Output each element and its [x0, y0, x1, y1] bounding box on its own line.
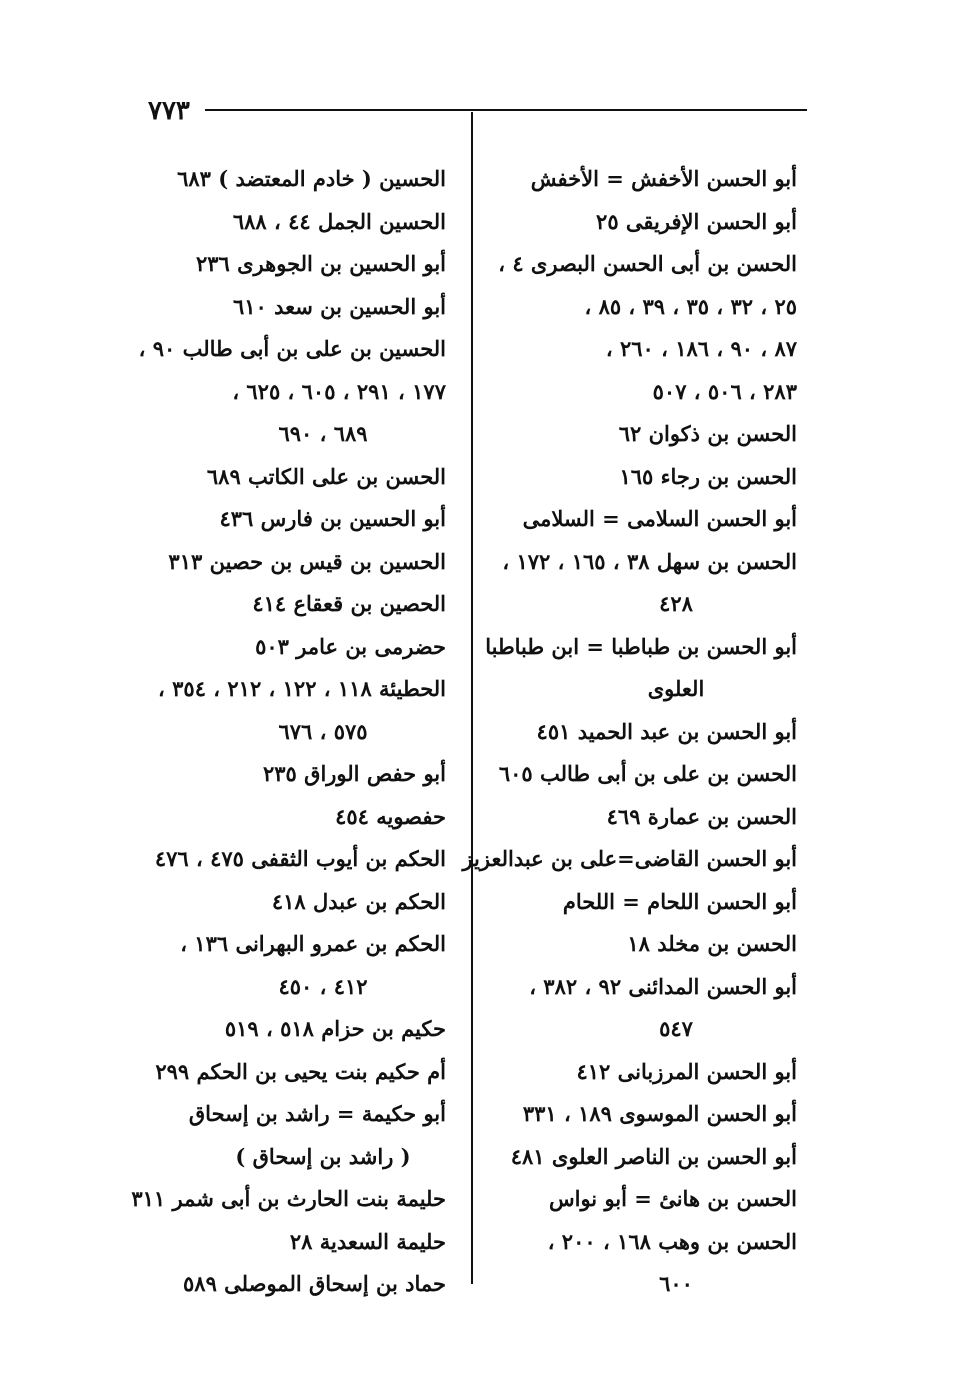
index-entry: الحسين بن على بن أبى طالب ٩٠ ،	[138, 336, 446, 361]
index-entry: الحسن بن عمارة ٤٦٩	[606, 803, 797, 829]
index-entry: الحسن بن أبى الحسن البصرى ٤ ،	[498, 251, 797, 276]
index-entry: الحصين بن قعقاع ٤١٤	[252, 591, 446, 616]
index-entry-continuation: ٢٥ ، ٣٢ ، ٣٥ ، ٣٩ ، ٨٥ ،	[584, 293, 797, 319]
index-entry: أبو الحسين بن الجوهرى ٢٣٦	[195, 251, 446, 276]
index-entry: أبو الحسن بن عبد الحميد ٤٥١	[536, 718, 797, 744]
index-entry: الحسن بن وهب ١٦٨ ، ٢٠٠ ،	[547, 1228, 797, 1254]
index-entry: الحسن بن ذكوان ٦٢	[618, 421, 797, 446]
index-entry: حفصويه ٤٥٤	[335, 803, 446, 829]
index-entry: أبو الحسين بن فارس ٤٣٦	[219, 506, 446, 531]
column-divider	[471, 112, 473, 1284]
index-entry: الحكم بن أيوب الثقفى ٤٧٥ ، ٤٧٦	[154, 846, 446, 871]
index-entry: الحسن بن مخلد ١٨	[627, 931, 797, 956]
index-entry: حضرمى بن عامر ٥٠٣	[255, 633, 446, 659]
page-number: ٧٧٣	[148, 96, 190, 126]
index-entry: الحسين بن قيس بن حصين ٣١٣	[168, 548, 446, 574]
index-entry-continuation: ( راشد بن إسحاق )	[235, 1143, 411, 1169]
index-entry-continuation: العلوى	[647, 676, 705, 701]
index-entry-continuation: ٤٢٨	[659, 591, 693, 616]
index-entry-continuation: ٦٨٩ ، ٦٩٠	[278, 421, 368, 446]
index-entry: الحسين الجمل ٤٤ ، ٦٨٨	[232, 208, 446, 234]
index-entry-continuation: ٥٤٧	[659, 1016, 693, 1041]
right-column	[462, 158, 797, 1306]
index-entry: أبو الحسن القاضى=على بن عبدالعزيز	[462, 846, 797, 871]
index-entry-continuation: ١٧٧ ، ٢٩١ ، ٦٠٥ ، ٦٢٥ ،	[232, 378, 446, 404]
index-entry: الحسن بن سهل ٣٨ ، ١٦٥ ، ١٧٢ ،	[502, 548, 797, 574]
index-entry-continuation: ٨٧ ، ٩٠ ، ١٨٦ ، ٢٦٠ ،	[605, 336, 797, 361]
index-entry: الحسين ( خادم المعتضد ) ٦٨٣	[177, 166, 446, 191]
index-entry-continuation: ٤١٢ ، ٤٥٠	[278, 973, 368, 999]
index-entry: أبو الحسن اللحام = اللحام	[562, 888, 797, 914]
index-entry: الحسن بن على بن أبى طالب ٦٠٥	[498, 761, 797, 786]
index-entry: الحسن بن هانئ = أبو نواس	[548, 1186, 797, 1211]
index-entry-continuation: ٦٠٠	[659, 1271, 693, 1296]
index-entry: حليمة بنت الحارث بن أبى شمر ٣١١	[131, 1186, 446, 1211]
index-entry: الحكم بن عمرو البهرانى ١٣٦ ،	[180, 931, 446, 956]
index-entry: أبو حكيمة = راشد بن إسحاق	[188, 1101, 446, 1126]
index-entry-continuation: ٥٧٥ ، ٦٧٦	[278, 718, 368, 744]
header-rule	[205, 109, 807, 111]
index-entry-continuation: ٢٨٣ ، ٥٠٦ ، ٥٠٧	[652, 378, 797, 404]
index-entry: حكيم بن حزام ٥١٨ ، ٥١٩	[224, 1016, 446, 1041]
index-entry: أبو الحسن الأخفش = الأخفش	[530, 166, 797, 191]
index-entry: أم حكيم بنت يحيى بن الحكم ٢٩٩	[155, 1058, 446, 1084]
index-entry: حليمة السعدية ٢٨	[289, 1228, 446, 1254]
index-entry: الحطيئة ١١٨ ، ١٢٢ ، ٢١٢ ، ٣٥٤ ،	[158, 676, 446, 701]
index-entry: أبو حفص الوراق ٢٣٥	[263, 761, 446, 786]
index-entry: الحكم بن عبدل ٤١٨	[271, 888, 446, 914]
index-entry: أبو الحسن المرزبانى ٤١٢	[576, 1058, 797, 1084]
index-entry: أبو الحسن السلامى = السلامى	[522, 506, 797, 531]
index-entry: أبو الحسن بن طباطبا = ابن طباطبا	[485, 633, 797, 659]
index-entry: حماد بن إسحاق الموصلى ٥٨٩	[183, 1271, 446, 1296]
index-entry: الحسن بن على الكاتب ٦٨٩	[206, 463, 446, 489]
index-entry: أبو الحسن الإفريقى ٢٥	[596, 208, 797, 234]
index-entry: أبو الحسين بن سعد ٦١٠	[232, 293, 446, 319]
index-entry: أبو الحسن المدائنى ٩٢ ، ٣٨٢ ،	[529, 973, 797, 999]
left-column	[131, 158, 446, 1306]
index-entry: الحسن بن رجاء ١٦٥	[619, 463, 797, 489]
index-entry: أبو الحسن بن الناصر العلوى ٤٨١	[510, 1143, 797, 1169]
index-entry: أبو الحسن الموسوى ١٨٩ ، ٣٣١	[522, 1101, 797, 1126]
